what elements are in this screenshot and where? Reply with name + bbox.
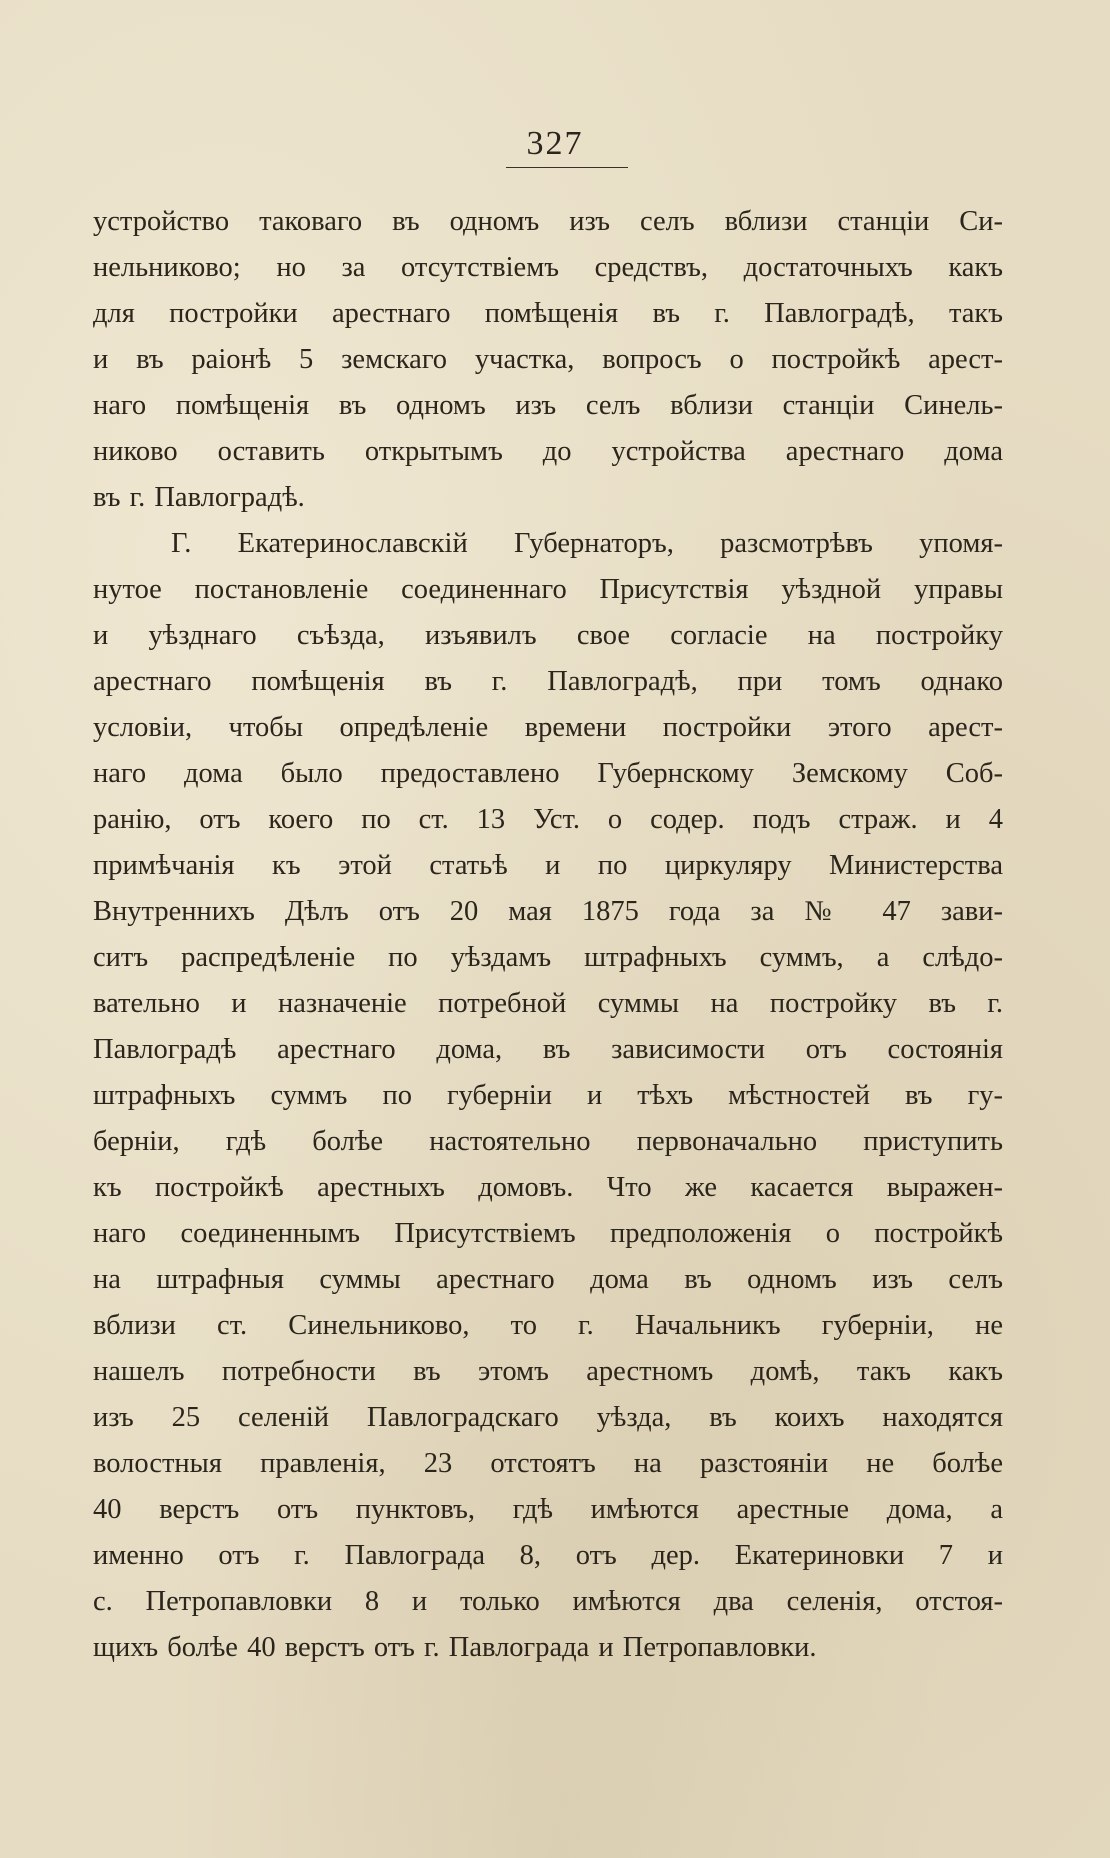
text-line: къ постройкѣ арестныхъ домовъ. Что же касается выражен- [93,1172,1003,1203]
header-rule [506,167,628,168]
text-line: никово оставить открытымъ до устройства арестнаго дома [93,436,1003,467]
text-line: наго дома было предоставлено Губернскому Земскому Соб- [93,758,1003,789]
text-line: наго помѣщенія въ одномъ изъ селъ вблизи станціи Синель- [93,390,1003,421]
text-line: устройство таковаго въ одномъ изъ селъ вблизи станціи Си- [93,206,1003,237]
text-line: и уѣзднаго съѣзда, изъявилъ свое согласіе на постройку [93,620,1003,651]
text-line: с. Петропавловки 8 и только имѣются два селенія, отстоя- [93,1586,1003,1617]
text-line: нельниково; но за отсутствіемъ средствъ, достаточныхъ какъ [93,252,1003,283]
text-line: 40 верстъ отъ пунктовъ, гдѣ имѣются арестные дома, а [93,1494,1003,1525]
text-line: штрафныхъ суммъ по губерніи и тѣхъ мѣстностей въ гу- [93,1080,1003,1111]
page-number: 327 [526,125,584,162]
body-text [93,199,1003,1671]
text-line: на штрафныя суммы арестнаго дома въ одномъ изъ селъ [93,1264,1003,1295]
text-line: вательно и назначеніе потребной суммы на постройку въ г. [93,988,1003,1019]
text-line: Внутреннихъ Дѣлъ отъ 20 мая 1875 года за № 47 зави- [93,896,1003,927]
text-line: нашелъ потребности въ этомъ арестномъ домѣ, такъ какъ [93,1356,1003,1387]
text-line: примѣчанія къ этой статьѣ и по циркуляру Министерства [93,850,1003,881]
text-line: для постройки арестнаго помѣщенія въ г. Павлоградѣ, такъ [93,298,1003,329]
text-line: волостныя правленія, 23 отстоятъ на разстояніи не болѣе [93,1448,1003,1479]
text-line: изъ 25 селеній Павлоградскаго уѣзда, въ коихъ находятся [93,1402,1003,1433]
text-line: Г. Екатеринославскій Губернаторъ, разсмотрѣвъ упомя- [171,528,1003,559]
text-line: нутое постановленіе соединеннаго Присутствія уѣздной управы [93,574,1003,605]
text-line: берніи, гдѣ болѣе настоятельно первоначально приступить [93,1126,1003,1157]
text-line: наго соединеннымъ Присутствіемъ предположенія о постройкѣ [93,1218,1003,1249]
text-line: условіи, чтобы опредѣленіе времени постройки этого арест- [93,712,1003,743]
text-line: арестнаго помѣщенія въ г. Павлоградѣ, при томъ однако [93,666,1003,697]
text-line: Павлоградѣ арестнаго дома, въ зависимости отъ состоянія [93,1034,1003,1065]
text-line: именно отъ г. Павлограда 8, отъ дер. Екатериновки 7 и [93,1540,1003,1571]
text-line: и въ раіонѣ 5 земскаго участка, вопросъ о постройкѣ арест- [93,344,1003,375]
text-line: ранію, отъ коего по ст. 13 Уст. о содер. подъ страж. и 4 [93,804,1003,835]
text-line: въ г. Павлоградѣ. [93,482,305,513]
text-line: вблизи ст. Синельниково, то г. Начальникъ губерніи, не [93,1310,1003,1341]
text-line: щихъ болѣе 40 верстъ отъ г. Павлограда и Петропавловки. [93,1632,817,1663]
text-line: ситъ распредѣленіе по уѣздамъ штрафныхъ суммъ, а слѣдо- [93,942,1003,973]
